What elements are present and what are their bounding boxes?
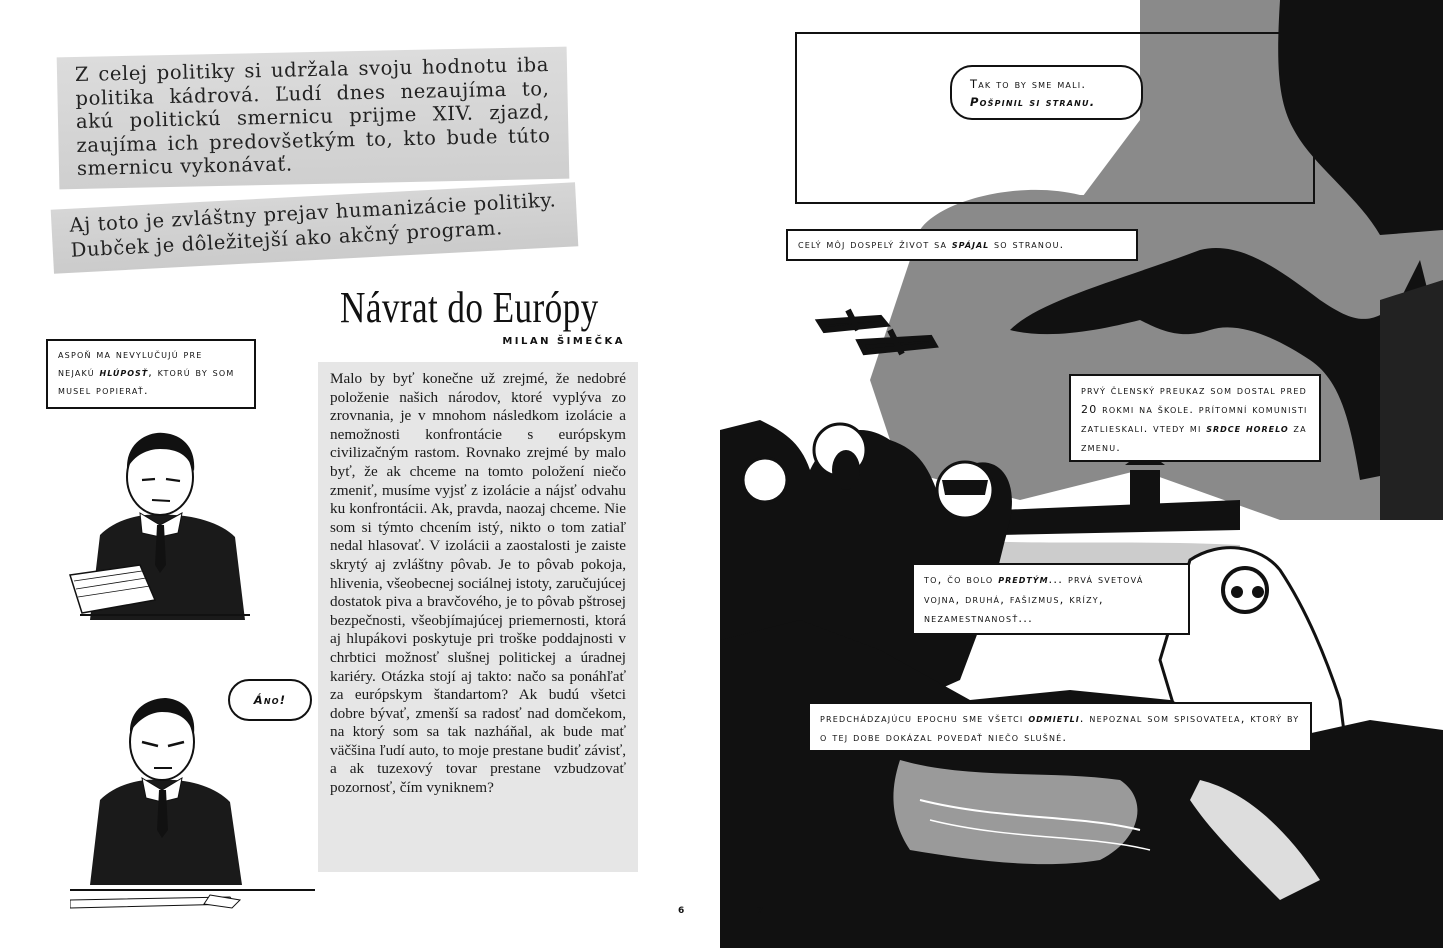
article-headline: Návrat do Európy (340, 283, 599, 332)
newspaper-article (318, 362, 638, 872)
man-reading-illustration (60, 425, 250, 620)
page-number-left: 6 (678, 906, 685, 916)
caption-box-odmietli: predchádzajúcu epochu sme všetci odmietli. nepoznal som spisovateľa, ktorý by o tej dobe dokázal povedať niečo slušné. (808, 702, 1312, 752)
caption-box-spajal: celý môj dospelý život sa spájal so stranou. (786, 229, 1138, 261)
clipping-1-text: Z celej politiky si udržala svoju hodnotu iba politika kádrová. Ľudí dnes nezaujíma to, akú politickú smernicu prijme XIV. zjazd, zaujíma ich predovšetkým to, kto bude túto smernicu vykonávať. (74, 53, 551, 180)
caption-emphasis: hlúposť (99, 366, 149, 379)
caption-box-left: aspoň ma nevylučujú pre nejakú hlúposť, ktorú by som musel popierať. (46, 339, 256, 409)
newspaper-clipping-1 (57, 47, 570, 190)
article-body: Malo by byť konečne už zrejmé, že nedobré položenie našich národov, ktoré vyplýva zo zrovnania, je v mnohom následkom izolácie a nemožnosti konfrontácie s európskym civilizačným rastom. Rovnako zrejmé by malo byť, že ak chceme na tomto položení niečo zmeniť, musíme vyjsť z izolácie a nájsť odvahu ku konfrontácii. Ak, pravda, naozaj chceme. Nie som si týmto chcením istý, nikto o tom zatiaľ nedal hlasovať. V izolácii a zaostalosti je zaiste skrytý aj zvláštny pôvab. Je to pôvab pokoja, hlivenia, všeobecnej sociálnej istoty, zaručujúcej dostatok piva a bravčového, je to pôvab pštrosej bezpečnosti, všeobjímajúcej priemernosti, ktorá aj hlupákovi poskytuje pri troške poddajnosti v chrbtici možnosť slušnej politickej a úradnej kariéry. Otázka stojí aj takto: načo sa ponáhľať za európskym štandartom? Ak budú všetci dobre bývať, zmenší sa radosť nad domčekom, na ktorý som sa tak nazháňal, ak bude mať väčšina ľudí auto, to moje prestane budiť závisť, a ak tuzexový tovar prestane vzbudzovať pozornosť, čím vyniknem? (330, 370, 626, 797)
speech-bubble-ano: Áno! (228, 679, 312, 721)
clipping-2-text: Aj toto je zvláštny prejav humanizácie politiky. Dubček je dôležitejší ako akčný program. (68, 188, 557, 262)
caption-box-preukaz: prvý členský preukaz som dostal pred 20 rokmi na škole. prítomní komunisti zatlieskali. vtedy mi srdce horelo za zmenu. (1069, 374, 1321, 462)
speech-bubble-stranu: Tak to by sme mali. Pošpinil si stranu. (950, 65, 1143, 120)
page-number-right: 7 (757, 906, 764, 916)
man-at-desk-illustration (70, 690, 320, 920)
newspaper-clipping-2 (51, 182, 579, 273)
caption-box-predtym: to, čo bolo predtým... prvá svetová vojna, druhá, fašizmus, krízy, nezamestnanosť... (912, 563, 1190, 635)
article-byline: MILAN ŠIMEČKA (502, 336, 625, 347)
